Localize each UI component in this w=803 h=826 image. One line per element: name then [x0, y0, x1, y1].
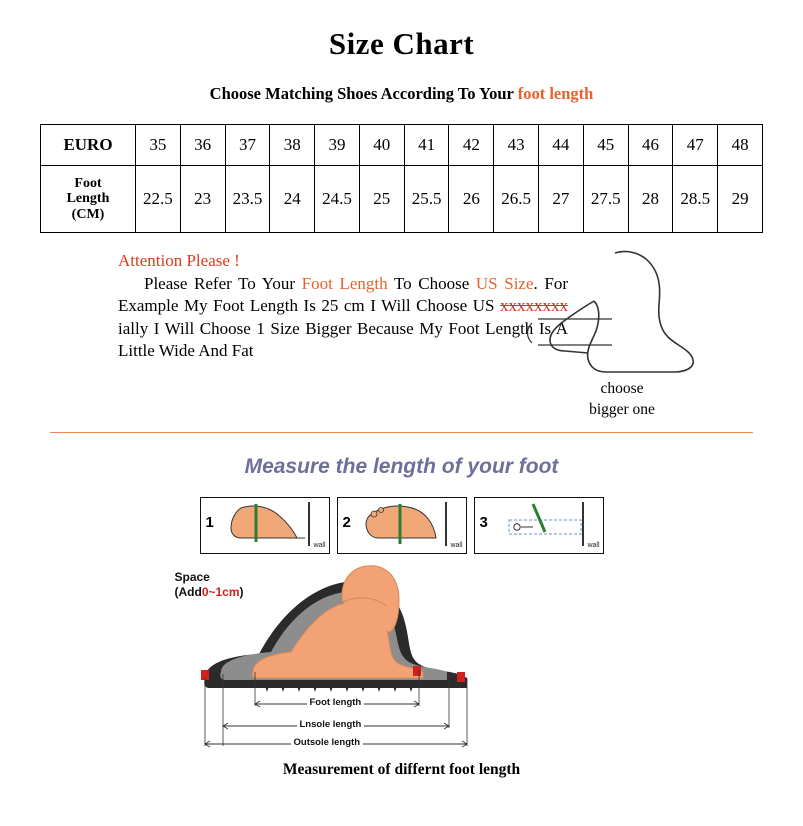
- attention-heading: Attention Please !: [118, 251, 240, 270]
- space-label-line-1: Space: [174, 570, 210, 584]
- foot-length-cell: 26: [449, 166, 494, 233]
- measure-steps: [0, 497, 803, 554]
- attention-line2-b: . For Example My Foot Length Is 25 cm I: [118, 274, 569, 316]
- euro-size-cell: 48: [718, 125, 763, 166]
- table-row-foot-length: [41, 166, 763, 233]
- size-table-wrapper: [40, 124, 763, 233]
- row-header-foot-length: [41, 166, 136, 233]
- choose-bigger-line-1: choose: [600, 380, 644, 397]
- size-chart-page: [0, 26, 803, 826]
- label-foot-length: Foot length: [307, 697, 365, 708]
- foot-length-cell: 28: [628, 166, 673, 233]
- euro-size-cell: 47: [673, 125, 718, 166]
- foot-length-cell: 25: [359, 166, 404, 233]
- attention-text: [118, 273, 568, 363]
- attention-foot-length-accent: Foot Length: [301, 274, 388, 293]
- euro-size-cell: 35: [136, 125, 181, 166]
- wall-label: wall: [587, 542, 600, 549]
- foot-length-cell: 24.5: [315, 166, 360, 233]
- step-box-1: [200, 497, 330, 554]
- step-number: 1: [205, 514, 214, 531]
- foot-header-line-3: (CM): [71, 206, 105, 222]
- section-divider: [50, 432, 753, 433]
- attention-line3-a: Will Choose US: [381, 296, 500, 316]
- foot-length-cell: 23: [180, 166, 225, 233]
- euro-size-cell: 39: [315, 125, 360, 166]
- step-box-3: [474, 497, 604, 554]
- subtitle-accent: foot length: [517, 84, 594, 103]
- wall-label: wall: [313, 542, 326, 549]
- table-row-euro: [41, 125, 763, 166]
- space-label-prefix: (Add: [174, 585, 202, 599]
- wall-label: wall: [450, 542, 463, 549]
- euro-size-cell: 43: [494, 125, 539, 166]
- foot-length-cell: 23.5: [225, 166, 270, 233]
- euro-size-cell: 40: [359, 125, 404, 166]
- euro-size-cell: 41: [404, 125, 449, 166]
- attention-strikethrough: xxxxxxxx: [500, 296, 568, 316]
- euro-size-cell: 44: [539, 125, 584, 166]
- foot-length-cell: 29: [718, 166, 763, 233]
- page-title: Size Chart: [328, 26, 475, 61]
- attention-us-size-accent: US Size: [475, 274, 534, 293]
- foot-header-line-1: Foot: [74, 175, 102, 191]
- foot-length-cell: 28.5: [673, 166, 718, 233]
- label-insole-length: Lnsole length: [297, 719, 365, 730]
- euro-size-cell: 37: [225, 125, 270, 166]
- space-label-value: 0~1cm: [201, 585, 240, 599]
- attention-line3-b: ially I Will Choose 1 Size: [118, 318, 300, 338]
- foot-length-cell: 26.5: [494, 166, 539, 233]
- choose-bigger-note: [537, 379, 707, 421]
- page-subtitle: [0, 84, 803, 104]
- step-box-2: [337, 497, 467, 554]
- euro-size-cell: 45: [583, 125, 628, 166]
- foot-header-line-2: Length: [66, 191, 110, 207]
- foot-measurement-diagram: [167, 560, 637, 755]
- measure-heading: Measure the length of your foot: [244, 455, 559, 478]
- label-outsole-length: Outsole length: [291, 737, 364, 748]
- euro-size-cell: 36: [180, 125, 225, 166]
- diagram-caption: Measurement of differnt foot length: [282, 761, 521, 778]
- step-number: 2: [342, 514, 351, 531]
- attention-line1-b: To Choose: [387, 274, 470, 293]
- foot-length-cell: 22.5: [136, 166, 181, 233]
- choose-bigger-line-2: bigger one: [589, 400, 655, 418]
- euro-size-cell: 46: [628, 125, 673, 166]
- foot-side-illustration: [520, 245, 705, 385]
- foot-length-cell: 24: [270, 166, 315, 233]
- space-label-suffix: ): [239, 585, 244, 599]
- subtitle-prefix: Choose Matching Shoes According To Your: [209, 84, 518, 103]
- attention-line1-a: Please Refer To Your: [144, 274, 302, 293]
- foot-length-cell: 27.5: [583, 166, 628, 233]
- attention-line4: Bigger Because My Foot Length Is A Little Wide: [118, 318, 569, 361]
- euro-size-cell: 42: [449, 125, 494, 166]
- foot-length-cell: 27: [539, 166, 584, 233]
- attention-block: [40, 251, 763, 426]
- attention-line5: And Fat: [198, 341, 254, 361]
- foot-length-cell: 25.5: [404, 166, 449, 233]
- step-number: 3: [479, 514, 488, 531]
- size-table: [40, 124, 763, 233]
- euro-size-cell: 38: [270, 125, 315, 166]
- row-header-euro: EURO: [41, 125, 136, 166]
